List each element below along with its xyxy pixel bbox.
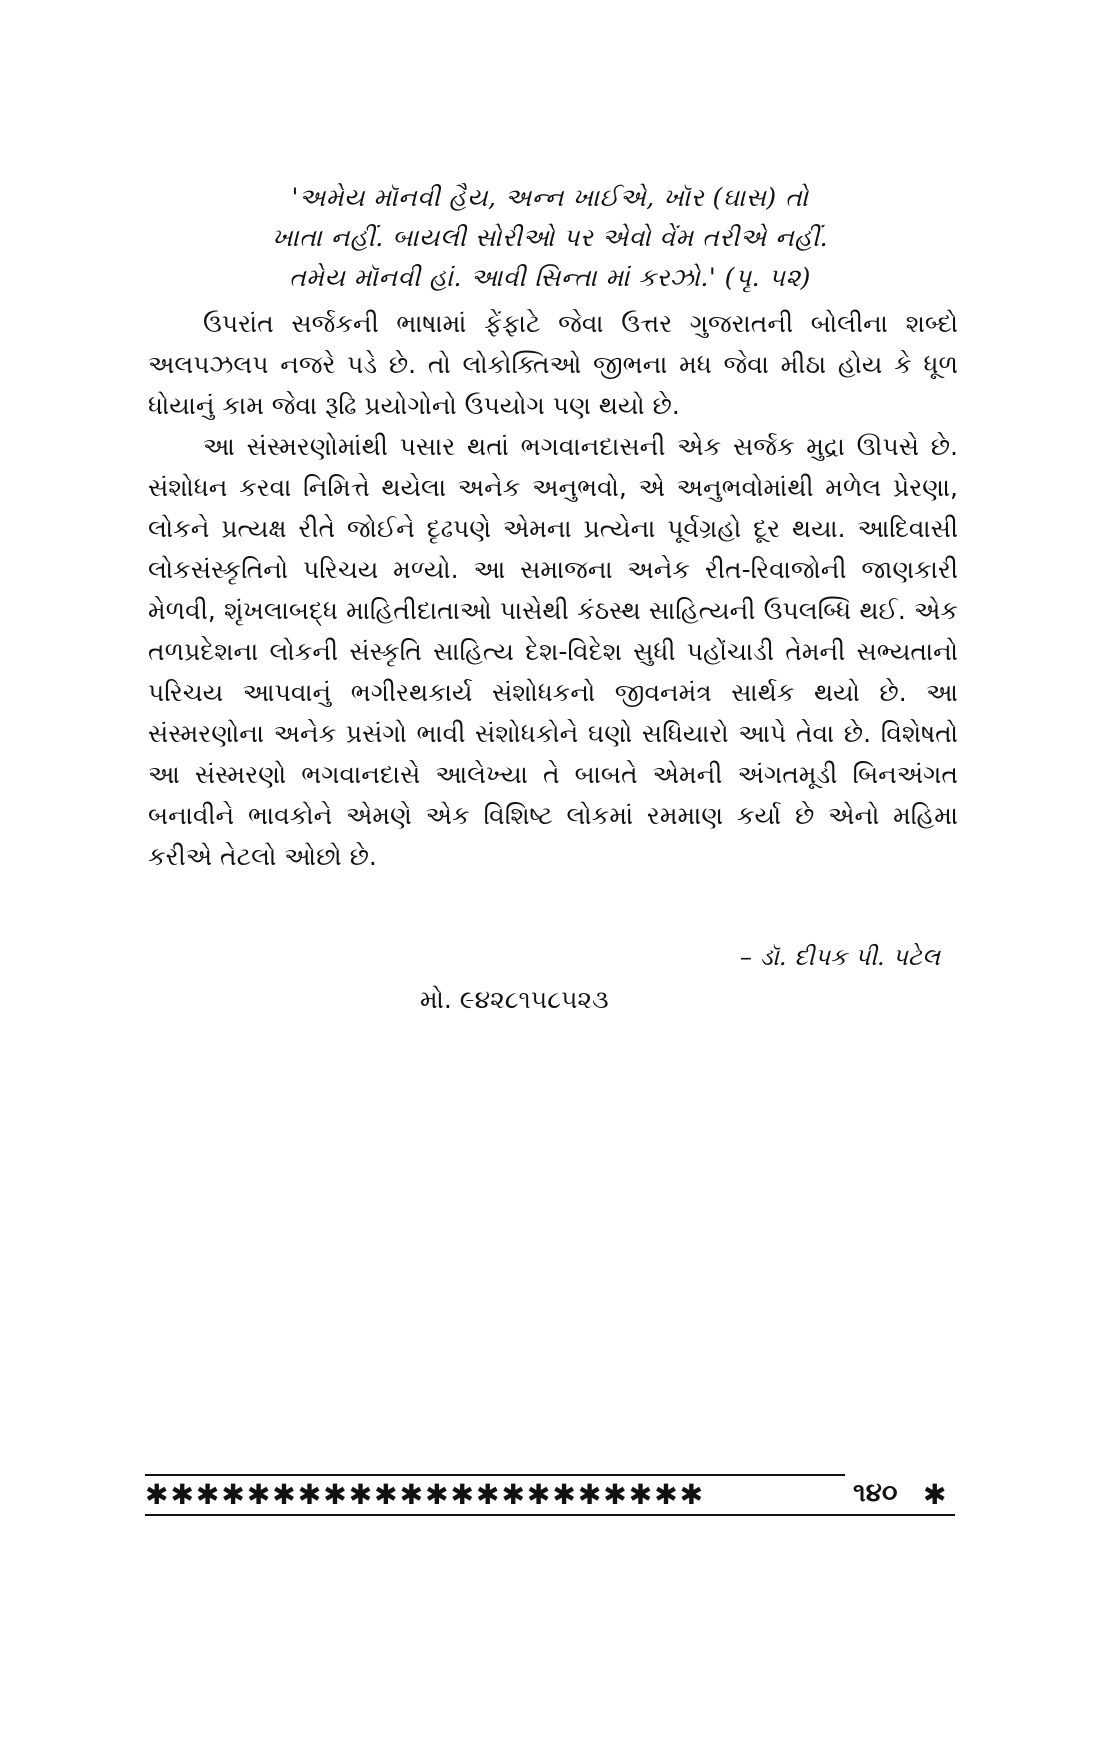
page-number: ૧૪૦ [853, 1478, 898, 1508]
author-phone: મો. ૯૪૨૮૧૫૮૫૨૩ [420, 985, 609, 1014]
paragraph: ઉપરાંત સર્જકની ભાષામાં ફેંફાટે જેવા ઉત્તર ગુજરાતની બોલીના શબ્દો અલપઝલપ નજરે પડે છે. તો લોકોક્તિઓ જીભના મધ જેવા મીઠા હોય કે ધૂળ ધોયાનું કામ જેવા રૂઢિ પ્રયોગોનો ઉપયોગ પણ થયો છે. [148, 309, 958, 420]
paragraph: આ સંસ્મરણોમાંથી પસાર થતાં ભગવાનદાસની એક સર્જક મુદ્રા ઊપસે છે. સંશોધન કરવા નિમિત્તે થયેલા અનેક અનુભવો, એ અનુભવોમાંથી મળેલ પ્રેરણા, લોકને પ્રત્યક્ષ રીતે જોઈને દૃઢપણે એમના પ્રત્યેના પૂર્વગ્રહો દૂર થયા. આદિવાસી લોકસંસ્કૃતિનો પરિચય મળ્યો. આ સમાજના અનેક રીત-રિવાજોની જાણકારી મેળવી, શૃંખલાબદ્ધ માહિતીદાતાઓ પાસેથી કંઠસ્થ સાહિત્યની ઉપલબ્ધિ થઈ. એક તળપ્રદેશના લોકની સંસ્કૃતિ સાહિત્ય દેશ-વિદેશ સુધી પહોંચાડી તેમની સભ્યતાનો પરિચય આપવાનું ભગીરથકાર્ય સંશોધકનો જીવનમંત્ર સાર્થક થયો છે. આ સંસ્મરણોના અનેક પ્રસંગો ભાવી સંશોધકોને ઘણો સધિયારો આપે તેવા છે. વિશેષતો આ સંસ્મરણો ભગવાનદાસે આલેખ્યા તે બાબતે એમની અંગતમૂડી બિનઅંગત બનાવીને ભાવકોને એમણે એક વિશિષ્ટ લોકમાં રમમાણ કર્યા છે એનો મહિમા કરીએ તેટલો ઓછો છે. [148, 432, 958, 871]
footer-rule-bottom [145, 1514, 955, 1516]
page-footer [145, 1474, 955, 1524]
quote-line: તમેય મૉનવી હાં. આવી સિન્તા માં કરઝો.' (પૃ. ૫૨) [289, 263, 811, 292]
quote-line: 'અમેય મૉનવી હૈય, અન્ન ખાઈએ, ખૉર (ઘાસ) તો [291, 183, 809, 212]
body-text [148, 303, 958, 877]
quote-line: ખાતા નહીં. બાયલી સોરીઓ પર એવો વેંમ તરીએ નહીં. [271, 223, 829, 252]
author-signature: – ડૉ. દીપક પી. પટેલ [739, 943, 940, 971]
footer-rule-top [145, 1474, 845, 1476]
dialect-quote [230, 178, 870, 298]
star-ornament-icon: ✱✱✱✱✱✱✱✱✱✱✱✱✱✱✱✱✱✱✱✱✱✱ [145, 1478, 706, 1511]
star-ornament-end-icon: ✱ [923, 1478, 947, 1511]
